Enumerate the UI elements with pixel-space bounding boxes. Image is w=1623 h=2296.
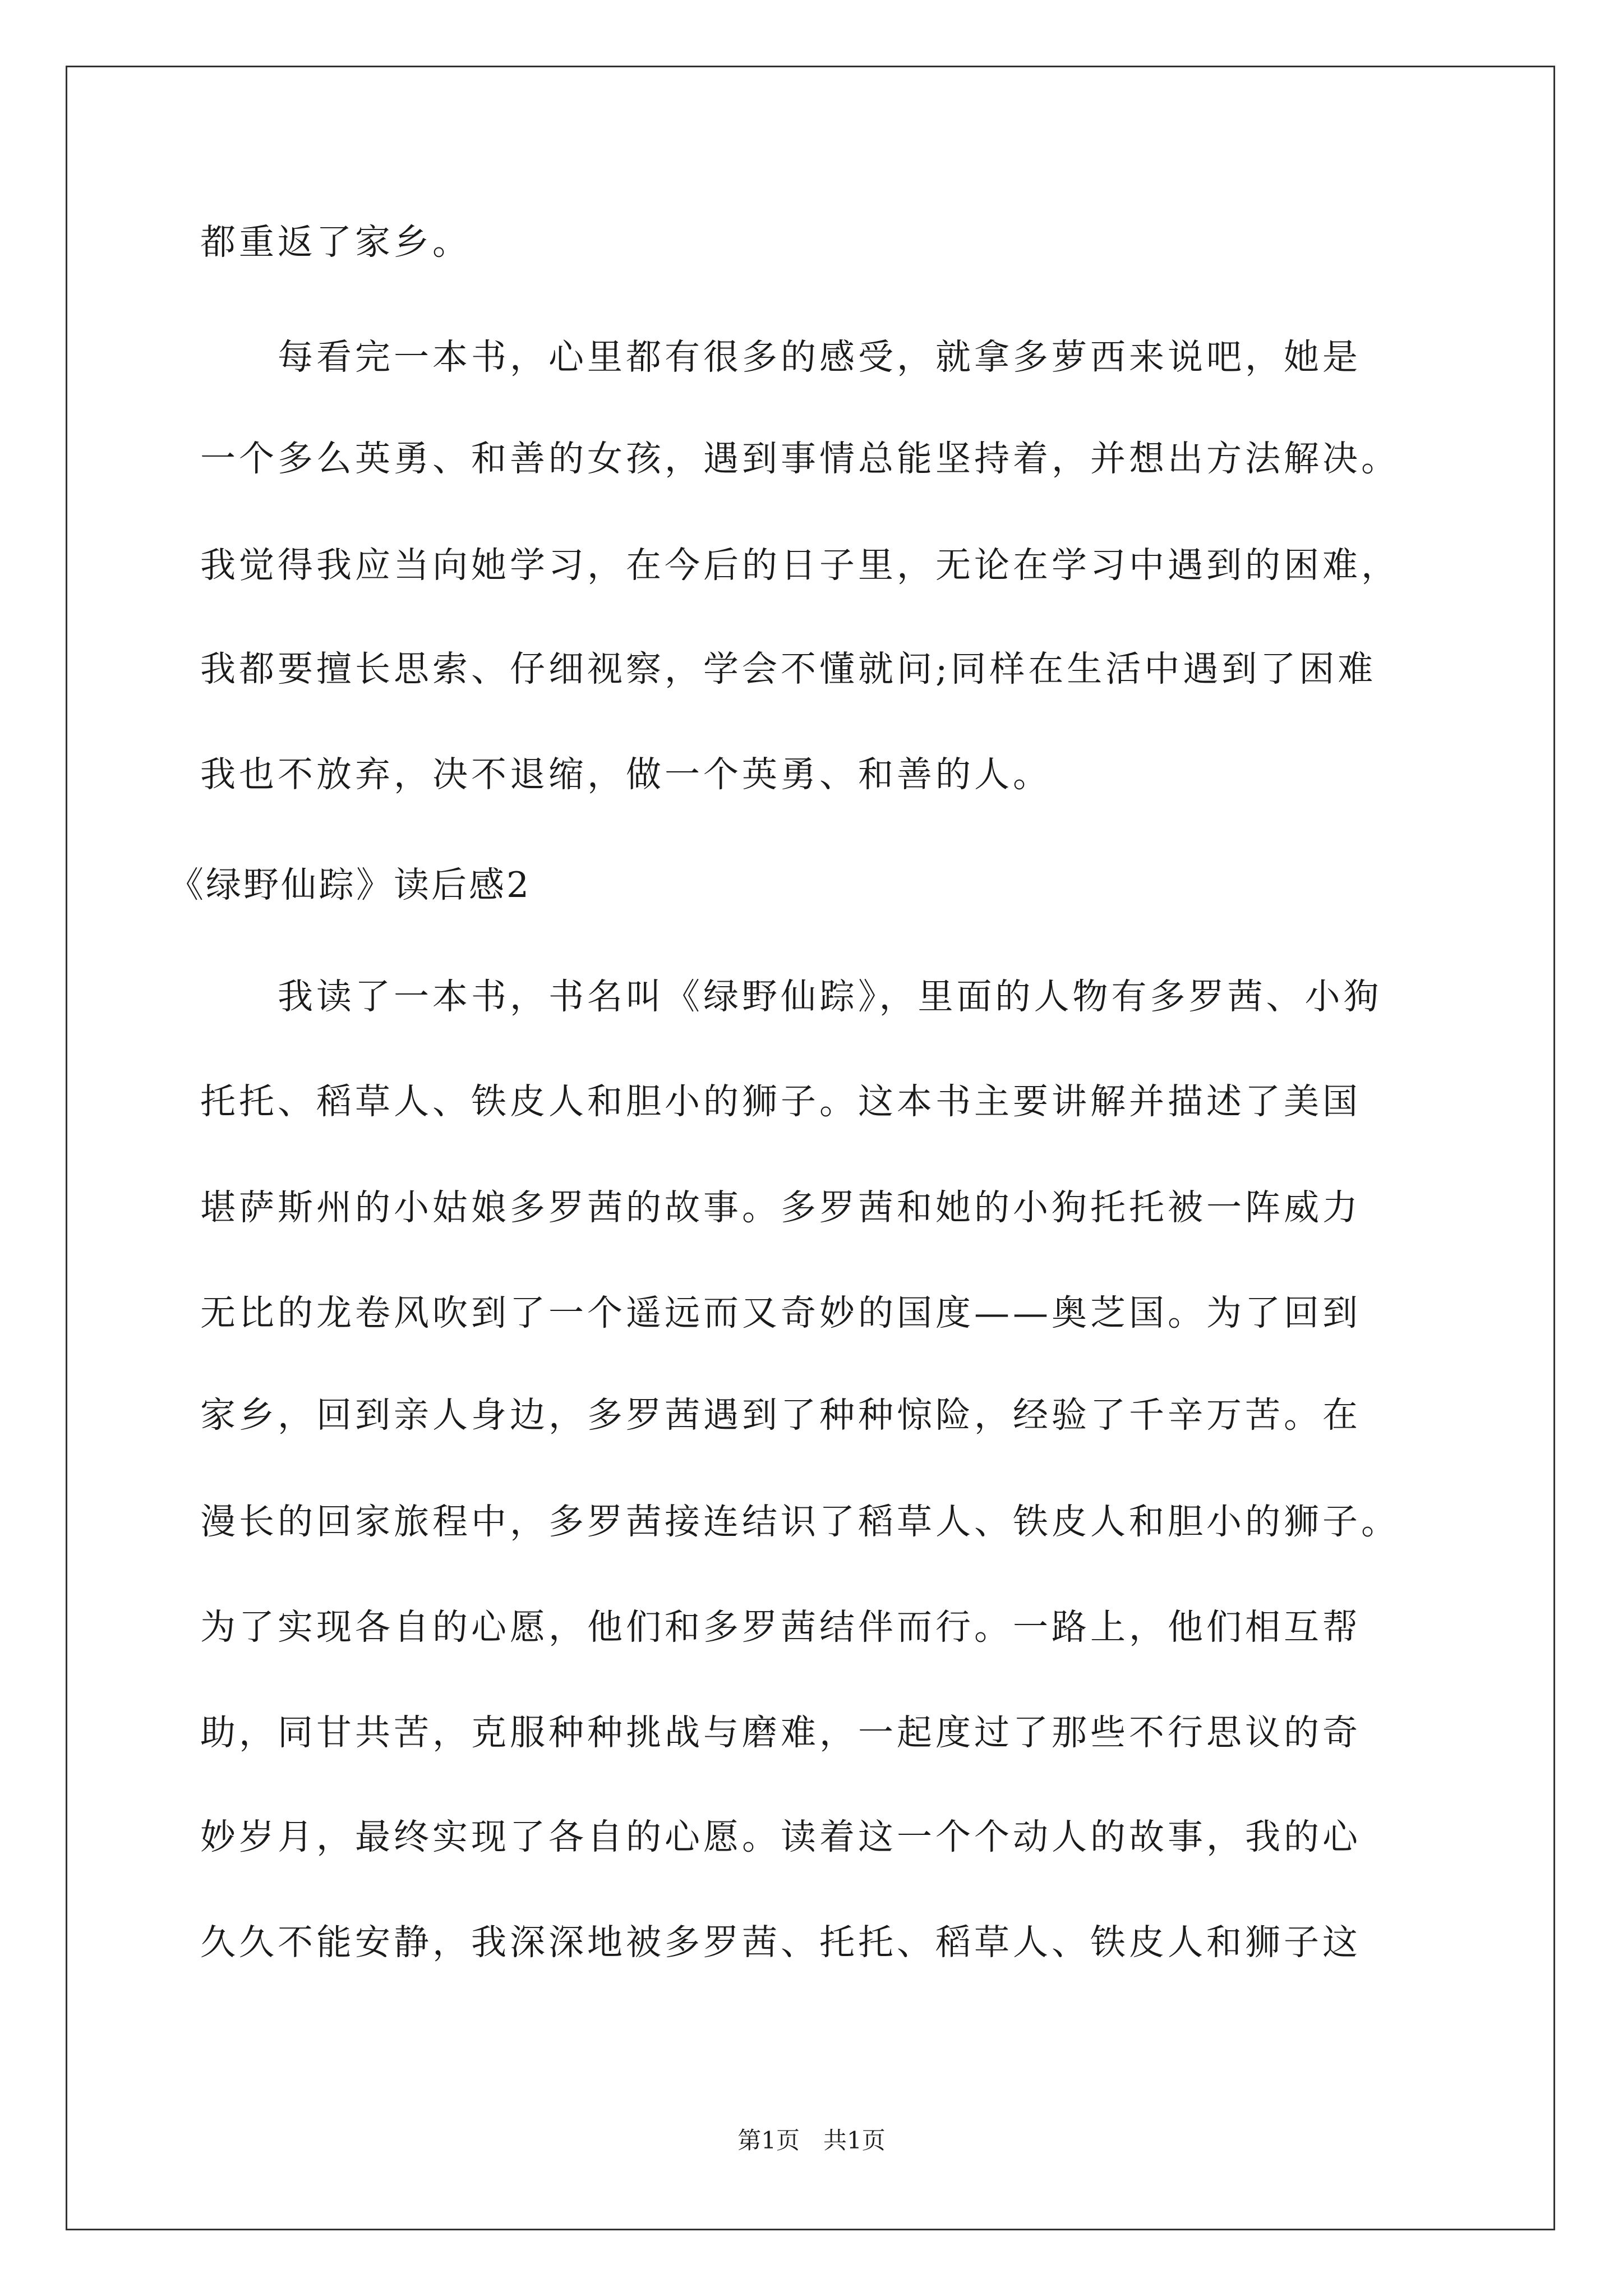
page-number: 第1页 共1页 (737, 2127, 886, 2154)
text-line: 家乡，回到亲人身边，多罗茜遇到了种种惊险，经验了千辛万苦。在 (200, 1395, 1361, 1435)
text-line: 每看完一本书，心里都有很多的感受，就拿多萝西来说吧，她是 (200, 337, 1361, 378)
text-line: 我觉得我应当向她学习，在今后的日子里，无论在学习中遇到的困难， (200, 545, 1400, 586)
text-line: 堪萨斯州的小姑娘多罗茜的故事。多罗茜和她的小狗托托被一阵威力 (200, 1187, 1361, 1228)
text-line: 助，同甘共苦，克服种种挑战与磨难，一起度过了那些不行思议的奇 (200, 1712, 1361, 1753)
text-line: 我也不放弃，决不退缩，做一个英勇、和善的人。 (200, 754, 1052, 795)
text-line: 我读了一本书，书名叫《绿野仙踪》，里面的人物有多罗茜、小狗 (200, 976, 1382, 1017)
section-heading: 《绿野仙踪》读后感2 (168, 864, 532, 905)
page-border (66, 66, 1555, 2230)
text-line: 托托、稻草人、铁皮人和胆小的狮子。这本书主要讲解并描述了美国 (200, 1081, 1361, 1122)
text-line: 妙岁月，最终实现了各自的心愿。读着这一个个动人的故事，我的心 (200, 1816, 1361, 1857)
text-line: 为了实现各自的心愿，他们和多罗茜结伴而行。一路上，他们相互帮 (200, 1607, 1361, 1648)
text-line: 无比的龙卷风吹到了一个遥远而又奇妙的国度——奥芝国。为了回到 (200, 1292, 1361, 1333)
text-line: 久久不能安静，我深深地被多罗茜、托托、稻草人、铁皮人和狮子这 (200, 1922, 1361, 1963)
text-line: 漫长的回家旅程中，多罗茜接连结识了稻草人、铁皮人和胆小的狮子。 (200, 1501, 1400, 1542)
text-line: 一个多么英勇、和善的女孩，遇到事情总能坚持着，并想出方法解决。 (200, 438, 1400, 479)
text-line: 我都要擅长思索、仔细视察，学会不懂就问;同样在生活中遇到了困难 (200, 648, 1377, 689)
text-line: 都重返了家乡。 (200, 222, 471, 263)
